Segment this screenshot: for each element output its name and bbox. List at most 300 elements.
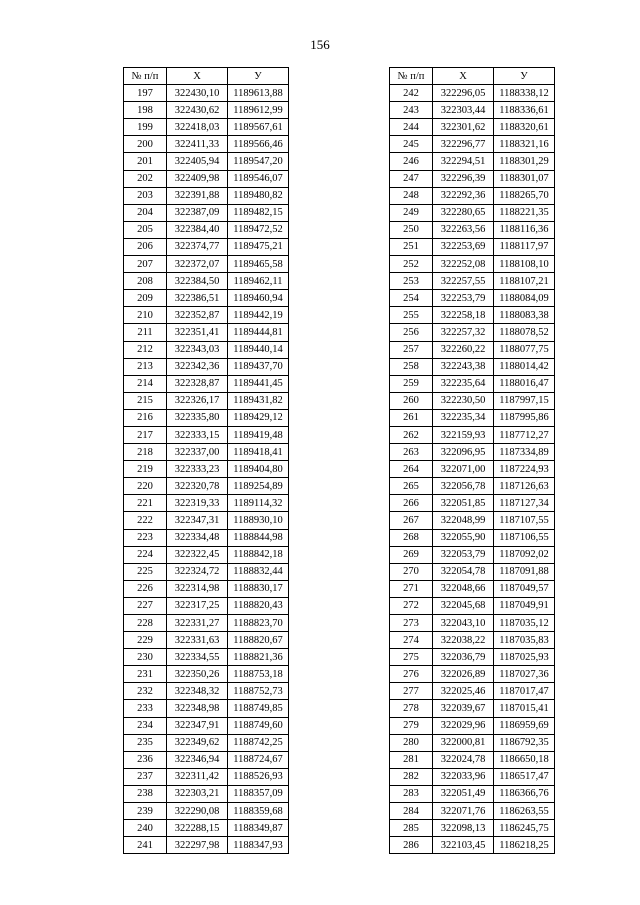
x-coordinate-cell: 322051,49 bbox=[433, 785, 494, 802]
x-coordinate-cell: 322071,00 bbox=[433, 461, 494, 478]
x-coordinate-cell: 322347,31 bbox=[167, 512, 228, 529]
x-coordinate-cell: 322343,03 bbox=[167, 341, 228, 358]
table-row bbox=[390, 358, 555, 375]
point-number-cell: 202 bbox=[124, 170, 167, 187]
x-coordinate-cell: 322263,56 bbox=[433, 221, 494, 238]
point-number-cell: 200 bbox=[124, 136, 167, 153]
point-number-cell: 285 bbox=[390, 820, 433, 837]
table-row bbox=[390, 290, 555, 307]
x-coordinate-cell: 322025,46 bbox=[433, 683, 494, 700]
point-number-cell: 276 bbox=[390, 666, 433, 683]
header-number: № п/п bbox=[390, 68, 433, 85]
y-coordinate-cell: 1188820,67 bbox=[228, 632, 289, 649]
header-x: X bbox=[167, 68, 228, 85]
x-coordinate-cell: 322056,78 bbox=[433, 478, 494, 495]
y-coordinate-cell: 1188830,17 bbox=[228, 580, 289, 597]
point-number-cell: 245 bbox=[390, 136, 433, 153]
y-coordinate-cell: 1189462,11 bbox=[228, 273, 289, 290]
y-coordinate-cell: 1187106,55 bbox=[494, 529, 555, 546]
point-number-cell: 274 bbox=[390, 632, 433, 649]
table-row bbox=[124, 820, 289, 837]
y-coordinate-cell: 1187107,55 bbox=[494, 512, 555, 529]
x-coordinate-cell: 322294,51 bbox=[433, 153, 494, 170]
table-row bbox=[390, 136, 555, 153]
y-coordinate-cell: 1189418,41 bbox=[228, 444, 289, 461]
x-coordinate-cell: 322071,76 bbox=[433, 803, 494, 820]
point-number-cell: 273 bbox=[390, 615, 433, 632]
x-coordinate-cell: 322024,78 bbox=[433, 751, 494, 768]
y-coordinate-cell: 1188842,18 bbox=[228, 546, 289, 563]
coordinates-table-right bbox=[389, 67, 555, 854]
point-number-cell: 219 bbox=[124, 461, 167, 478]
table-row bbox=[390, 803, 555, 820]
table-row bbox=[124, 187, 289, 204]
table-row bbox=[124, 632, 289, 649]
table-row bbox=[124, 170, 289, 187]
point-number-cell: 235 bbox=[124, 734, 167, 751]
y-coordinate-cell: 1188338,12 bbox=[494, 85, 555, 102]
point-number-cell: 286 bbox=[390, 837, 433, 854]
point-number-cell: 248 bbox=[390, 187, 433, 204]
x-coordinate-cell: 322349,62 bbox=[167, 734, 228, 751]
y-coordinate-cell: 1187027,36 bbox=[494, 666, 555, 683]
x-coordinate-cell: 322043,10 bbox=[433, 615, 494, 632]
y-coordinate-cell: 1186792,35 bbox=[494, 734, 555, 751]
x-coordinate-cell: 322235,64 bbox=[433, 375, 494, 392]
table-row bbox=[124, 256, 289, 273]
x-coordinate-cell: 322335,80 bbox=[167, 409, 228, 426]
point-number-cell: 278 bbox=[390, 700, 433, 717]
table-row bbox=[390, 392, 555, 409]
point-number-cell: 283 bbox=[390, 785, 433, 802]
point-number-cell: 247 bbox=[390, 170, 433, 187]
y-coordinate-cell: 1189440,14 bbox=[228, 341, 289, 358]
y-coordinate-cell: 1188084,09 bbox=[494, 290, 555, 307]
y-coordinate-cell: 1186263,55 bbox=[494, 803, 555, 820]
x-coordinate-cell: 322405,94 bbox=[167, 153, 228, 170]
y-coordinate-cell: 1188221,35 bbox=[494, 204, 555, 221]
point-number-cell: 244 bbox=[390, 119, 433, 136]
point-number-cell: 228 bbox=[124, 615, 167, 632]
point-number-cell: 277 bbox=[390, 683, 433, 700]
y-coordinate-cell: 1187049,57 bbox=[494, 580, 555, 597]
x-coordinate-cell: 322243,38 bbox=[433, 358, 494, 375]
point-number-cell: 265 bbox=[390, 478, 433, 495]
point-number-cell: 232 bbox=[124, 683, 167, 700]
table-row bbox=[390, 85, 555, 102]
table-row bbox=[124, 529, 289, 546]
y-coordinate-cell: 1188930,10 bbox=[228, 512, 289, 529]
point-number-cell: 231 bbox=[124, 666, 167, 683]
table-row bbox=[124, 666, 289, 683]
point-number-cell: 252 bbox=[390, 256, 433, 273]
y-coordinate-cell: 1187334,89 bbox=[494, 444, 555, 461]
point-number-cell: 197 bbox=[124, 85, 167, 102]
y-coordinate-cell: 1188336,61 bbox=[494, 102, 555, 119]
x-coordinate-cell: 322350,26 bbox=[167, 666, 228, 683]
table-row bbox=[390, 615, 555, 632]
x-coordinate-cell: 322374,77 bbox=[167, 238, 228, 255]
table-row bbox=[390, 204, 555, 221]
table-row bbox=[124, 580, 289, 597]
point-number-cell: 275 bbox=[390, 649, 433, 666]
x-coordinate-cell: 322324,72 bbox=[167, 563, 228, 580]
y-coordinate-cell: 1188077,75 bbox=[494, 341, 555, 358]
x-coordinate-cell: 322311,42 bbox=[167, 768, 228, 785]
y-coordinate-cell: 1189547,20 bbox=[228, 153, 289, 170]
x-coordinate-cell: 322026,89 bbox=[433, 666, 494, 683]
y-coordinate-cell: 1189546,07 bbox=[228, 170, 289, 187]
table-row bbox=[124, 324, 289, 341]
point-number-cell: 281 bbox=[390, 751, 433, 768]
table-row bbox=[124, 478, 289, 495]
y-coordinate-cell: 1189254,89 bbox=[228, 478, 289, 495]
y-coordinate-cell: 1188832,44 bbox=[228, 563, 289, 580]
y-coordinate-cell: 1188820,43 bbox=[228, 597, 289, 614]
y-coordinate-cell: 1188321,16 bbox=[494, 136, 555, 153]
table-row bbox=[390, 409, 555, 426]
x-coordinate-cell: 322303,44 bbox=[433, 102, 494, 119]
table-row bbox=[390, 666, 555, 683]
point-number-cell: 236 bbox=[124, 751, 167, 768]
x-coordinate-cell: 322387,09 bbox=[167, 204, 228, 221]
point-number-cell: 207 bbox=[124, 256, 167, 273]
point-number-cell: 240 bbox=[124, 820, 167, 837]
point-number-cell: 262 bbox=[390, 426, 433, 443]
x-coordinate-cell: 322351,41 bbox=[167, 324, 228, 341]
table-row bbox=[390, 700, 555, 717]
table-row bbox=[124, 751, 289, 768]
point-number-cell: 241 bbox=[124, 837, 167, 854]
x-coordinate-cell: 322292,36 bbox=[433, 187, 494, 204]
y-coordinate-cell: 1189419,48 bbox=[228, 426, 289, 443]
y-coordinate-cell: 1188359,68 bbox=[228, 803, 289, 820]
x-coordinate-cell: 322290,08 bbox=[167, 803, 228, 820]
point-number-cell: 246 bbox=[390, 153, 433, 170]
x-coordinate-cell: 322319,33 bbox=[167, 495, 228, 512]
point-number-cell: 279 bbox=[390, 717, 433, 734]
point-number-cell: 243 bbox=[390, 102, 433, 119]
table-row bbox=[390, 785, 555, 802]
y-coordinate-cell: 1188016,47 bbox=[494, 375, 555, 392]
x-coordinate-cell: 322288,15 bbox=[167, 820, 228, 837]
point-number-cell: 256 bbox=[390, 324, 433, 341]
table-row bbox=[124, 700, 289, 717]
x-coordinate-cell: 322317,25 bbox=[167, 597, 228, 614]
x-coordinate-cell: 322348,98 bbox=[167, 700, 228, 717]
point-number-cell: 206 bbox=[124, 238, 167, 255]
table-row bbox=[390, 563, 555, 580]
point-number-cell: 267 bbox=[390, 512, 433, 529]
y-coordinate-cell: 1188301,07 bbox=[494, 170, 555, 187]
y-coordinate-cell: 1187995,86 bbox=[494, 409, 555, 426]
table-row bbox=[124, 85, 289, 102]
table-row bbox=[390, 221, 555, 238]
point-number-cell: 220 bbox=[124, 478, 167, 495]
y-coordinate-cell: 1186959,69 bbox=[494, 717, 555, 734]
table-row bbox=[124, 273, 289, 290]
x-coordinate-cell: 322301,62 bbox=[433, 119, 494, 136]
x-coordinate-cell: 322418,03 bbox=[167, 119, 228, 136]
y-coordinate-cell: 1188265,70 bbox=[494, 187, 555, 204]
x-coordinate-cell: 322331,27 bbox=[167, 615, 228, 632]
x-coordinate-cell: 322409,98 bbox=[167, 170, 228, 187]
table-row bbox=[124, 290, 289, 307]
x-coordinate-cell: 322280,65 bbox=[433, 204, 494, 221]
x-coordinate-cell: 322230,50 bbox=[433, 392, 494, 409]
table-row bbox=[390, 238, 555, 255]
x-coordinate-cell: 322053,79 bbox=[433, 546, 494, 563]
table-row bbox=[124, 375, 289, 392]
table-row bbox=[124, 512, 289, 529]
point-number-cell: 237 bbox=[124, 768, 167, 785]
x-coordinate-cell: 322029,96 bbox=[433, 717, 494, 734]
x-coordinate-cell: 322296,05 bbox=[433, 85, 494, 102]
point-number-cell: 216 bbox=[124, 409, 167, 426]
x-coordinate-cell: 322235,34 bbox=[433, 409, 494, 426]
x-coordinate-cell: 322297,98 bbox=[167, 837, 228, 854]
point-number-cell: 270 bbox=[390, 563, 433, 580]
x-coordinate-cell: 322048,66 bbox=[433, 580, 494, 597]
table-row bbox=[390, 426, 555, 443]
point-number-cell: 255 bbox=[390, 307, 433, 324]
table-row bbox=[124, 785, 289, 802]
point-number-cell: 211 bbox=[124, 324, 167, 341]
table-row bbox=[390, 307, 555, 324]
y-coordinate-cell: 1188107,21 bbox=[494, 273, 555, 290]
x-coordinate-cell: 322257,55 bbox=[433, 273, 494, 290]
point-number-cell: 201 bbox=[124, 153, 167, 170]
table-row bbox=[390, 529, 555, 546]
point-number-cell: 225 bbox=[124, 563, 167, 580]
point-number-cell: 204 bbox=[124, 204, 167, 221]
table-row bbox=[390, 256, 555, 273]
y-coordinate-cell: 1188753,18 bbox=[228, 666, 289, 683]
point-number-cell: 224 bbox=[124, 546, 167, 563]
point-number-cell: 251 bbox=[390, 238, 433, 255]
table-row bbox=[124, 649, 289, 666]
x-coordinate-cell: 322103,45 bbox=[433, 837, 494, 854]
x-coordinate-cell: 322054,78 bbox=[433, 563, 494, 580]
x-coordinate-cell: 322045,68 bbox=[433, 597, 494, 614]
y-coordinate-cell: 1187127,34 bbox=[494, 495, 555, 512]
y-coordinate-cell: 1187015,41 bbox=[494, 700, 555, 717]
x-coordinate-cell: 322348,32 bbox=[167, 683, 228, 700]
x-coordinate-cell: 322055,90 bbox=[433, 529, 494, 546]
y-coordinate-cell: 1189472,52 bbox=[228, 221, 289, 238]
x-coordinate-cell: 322314,98 bbox=[167, 580, 228, 597]
x-coordinate-cell: 322347,91 bbox=[167, 717, 228, 734]
point-number-cell: 199 bbox=[124, 119, 167, 136]
x-coordinate-cell: 322346,94 bbox=[167, 751, 228, 768]
point-number-cell: 222 bbox=[124, 512, 167, 529]
x-coordinate-cell: 322391,88 bbox=[167, 187, 228, 204]
y-coordinate-cell: 1189429,12 bbox=[228, 409, 289, 426]
y-coordinate-cell: 1189437,70 bbox=[228, 358, 289, 375]
table-header-row bbox=[390, 68, 555, 85]
table-row bbox=[390, 324, 555, 341]
table-row bbox=[124, 461, 289, 478]
point-number-cell: 212 bbox=[124, 341, 167, 358]
table-row bbox=[390, 734, 555, 751]
table-row bbox=[390, 478, 555, 495]
x-coordinate-cell: 322096,95 bbox=[433, 444, 494, 461]
table-row bbox=[390, 751, 555, 768]
point-number-cell: 249 bbox=[390, 204, 433, 221]
x-coordinate-cell: 322384,50 bbox=[167, 273, 228, 290]
table-row bbox=[390, 341, 555, 358]
point-number-cell: 226 bbox=[124, 580, 167, 597]
point-number-cell: 233 bbox=[124, 700, 167, 717]
point-number-cell: 269 bbox=[390, 546, 433, 563]
point-number-cell: 239 bbox=[124, 803, 167, 820]
table-row bbox=[390, 546, 555, 563]
x-coordinate-cell: 322342,36 bbox=[167, 358, 228, 375]
table-row bbox=[390, 597, 555, 614]
table-row bbox=[124, 426, 289, 443]
table-row bbox=[390, 837, 555, 854]
point-number-cell: 282 bbox=[390, 768, 433, 785]
x-coordinate-cell: 322252,08 bbox=[433, 256, 494, 273]
point-number-cell: 264 bbox=[390, 461, 433, 478]
point-number-cell: 217 bbox=[124, 426, 167, 443]
table-row bbox=[390, 768, 555, 785]
point-number-cell: 234 bbox=[124, 717, 167, 734]
point-number-cell: 254 bbox=[390, 290, 433, 307]
table-row bbox=[390, 102, 555, 119]
x-coordinate-cell: 322296,77 bbox=[433, 136, 494, 153]
y-coordinate-cell: 1189441,45 bbox=[228, 375, 289, 392]
point-number-cell: 229 bbox=[124, 632, 167, 649]
x-coordinate-cell: 322328,87 bbox=[167, 375, 228, 392]
table-row bbox=[124, 734, 289, 751]
y-coordinate-cell: 1186245,75 bbox=[494, 820, 555, 837]
x-coordinate-cell: 322038,22 bbox=[433, 632, 494, 649]
y-coordinate-cell: 1188347,93 bbox=[228, 837, 289, 854]
y-coordinate-cell: 1188083,38 bbox=[494, 307, 555, 324]
x-coordinate-cell: 322260,22 bbox=[433, 341, 494, 358]
x-coordinate-cell: 322337,00 bbox=[167, 444, 228, 461]
x-coordinate-cell: 322000,81 bbox=[433, 734, 494, 751]
y-coordinate-cell: 1187126,63 bbox=[494, 478, 555, 495]
table-row bbox=[390, 119, 555, 136]
y-coordinate-cell: 1188749,60 bbox=[228, 717, 289, 734]
point-number-cell: 258 bbox=[390, 358, 433, 375]
y-coordinate-cell: 1189613,88 bbox=[228, 85, 289, 102]
y-coordinate-cell: 1189475,21 bbox=[228, 238, 289, 255]
point-number-cell: 238 bbox=[124, 785, 167, 802]
y-coordinate-cell: 1186650,18 bbox=[494, 751, 555, 768]
y-coordinate-cell: 1188357,09 bbox=[228, 785, 289, 802]
x-coordinate-cell: 322253,79 bbox=[433, 290, 494, 307]
y-coordinate-cell: 1188320,61 bbox=[494, 119, 555, 136]
point-number-cell: 284 bbox=[390, 803, 433, 820]
x-coordinate-cell: 322303,21 bbox=[167, 785, 228, 802]
point-number-cell: 263 bbox=[390, 444, 433, 461]
y-coordinate-cell: 1189480,82 bbox=[228, 187, 289, 204]
y-coordinate-cell: 1189465,58 bbox=[228, 256, 289, 273]
y-coordinate-cell: 1188752,73 bbox=[228, 683, 289, 700]
point-number-cell: 253 bbox=[390, 273, 433, 290]
header-y: У bbox=[228, 68, 289, 85]
table-row bbox=[124, 221, 289, 238]
table-row bbox=[124, 238, 289, 255]
y-coordinate-cell: 1188078,52 bbox=[494, 324, 555, 341]
x-coordinate-cell: 322159,93 bbox=[433, 426, 494, 443]
table-row bbox=[390, 375, 555, 392]
y-coordinate-cell: 1187224,93 bbox=[494, 461, 555, 478]
table-row bbox=[124, 119, 289, 136]
table-row bbox=[124, 153, 289, 170]
table-row bbox=[390, 683, 555, 700]
y-coordinate-cell: 1187035,12 bbox=[494, 615, 555, 632]
header-number: № п/п bbox=[124, 68, 167, 85]
y-coordinate-cell: 1189431,82 bbox=[228, 392, 289, 409]
point-number-cell: 203 bbox=[124, 187, 167, 204]
point-number-cell: 210 bbox=[124, 307, 167, 324]
y-coordinate-cell: 1187712,27 bbox=[494, 426, 555, 443]
point-number-cell: 218 bbox=[124, 444, 167, 461]
header-x: X bbox=[433, 68, 494, 85]
y-coordinate-cell: 1189460,94 bbox=[228, 290, 289, 307]
x-coordinate-cell: 322334,55 bbox=[167, 649, 228, 666]
y-coordinate-cell: 1188749,85 bbox=[228, 700, 289, 717]
y-coordinate-cell: 1189114,32 bbox=[228, 495, 289, 512]
y-coordinate-cell: 1189482,15 bbox=[228, 204, 289, 221]
y-coordinate-cell: 1187091,88 bbox=[494, 563, 555, 580]
x-coordinate-cell: 322296,39 bbox=[433, 170, 494, 187]
table-row bbox=[390, 580, 555, 597]
point-number-cell: 214 bbox=[124, 375, 167, 392]
x-coordinate-cell: 322333,23 bbox=[167, 461, 228, 478]
y-coordinate-cell: 1187035,83 bbox=[494, 632, 555, 649]
table-row bbox=[390, 187, 555, 204]
table-row bbox=[124, 546, 289, 563]
x-coordinate-cell: 322334,48 bbox=[167, 529, 228, 546]
x-coordinate-cell: 322033,96 bbox=[433, 768, 494, 785]
table-row bbox=[390, 649, 555, 666]
table-row bbox=[390, 153, 555, 170]
table-row bbox=[124, 768, 289, 785]
y-coordinate-cell: 1188108,10 bbox=[494, 256, 555, 273]
x-coordinate-cell: 322253,69 bbox=[433, 238, 494, 255]
table-header-row bbox=[124, 68, 289, 85]
y-coordinate-cell: 1187025,93 bbox=[494, 649, 555, 666]
y-coordinate-cell: 1186517,47 bbox=[494, 768, 555, 785]
x-coordinate-cell: 322430,10 bbox=[167, 85, 228, 102]
point-number-cell: 259 bbox=[390, 375, 433, 392]
table-row bbox=[124, 803, 289, 820]
point-number-cell: 242 bbox=[390, 85, 433, 102]
y-coordinate-cell: 1189566,46 bbox=[228, 136, 289, 153]
y-coordinate-cell: 1188742,25 bbox=[228, 734, 289, 751]
point-number-cell: 215 bbox=[124, 392, 167, 409]
point-number-cell: 209 bbox=[124, 290, 167, 307]
table-row bbox=[124, 358, 289, 375]
header-y: У bbox=[494, 68, 555, 85]
y-coordinate-cell: 1188526,93 bbox=[228, 768, 289, 785]
x-coordinate-cell: 322333,15 bbox=[167, 426, 228, 443]
x-coordinate-cell: 322051,85 bbox=[433, 495, 494, 512]
table-row bbox=[124, 683, 289, 700]
x-coordinate-cell: 322322,45 bbox=[167, 546, 228, 563]
point-number-cell: 250 bbox=[390, 221, 433, 238]
point-number-cell: 230 bbox=[124, 649, 167, 666]
coordinates-table-left bbox=[123, 67, 289, 854]
page-number: 156 bbox=[310, 37, 330, 52]
point-number-cell: 227 bbox=[124, 597, 167, 614]
x-coordinate-cell: 322098,13 bbox=[433, 820, 494, 837]
